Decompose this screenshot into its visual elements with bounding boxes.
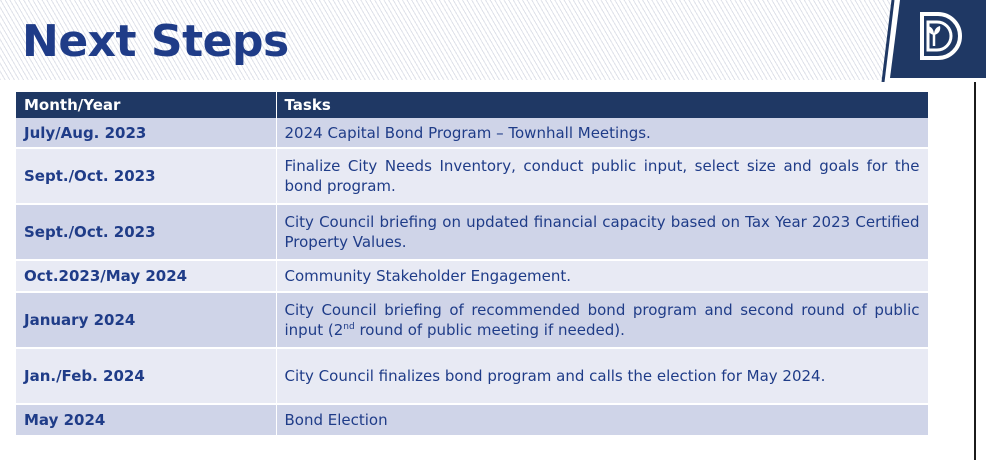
city-logo-icon	[878, 0, 986, 82]
table-row	[16, 292, 928, 348]
row-month: Sept./Oct. 2023	[16, 204, 276, 260]
next-steps-table	[16, 92, 929, 437]
row-month: May 2024	[16, 404, 276, 436]
row-month: Sept./Oct. 2023	[16, 148, 276, 204]
row-task: 2024 Capital Bond Program – Townhall Meetings.	[276, 118, 928, 148]
row-task-text: City Council briefing of recommended bond program and second round of public input (2	[284, 301, 920, 339]
row-task: City Council briefing on updated financial capacity based on Tax Year 2023 Certified Property Values.	[276, 204, 928, 260]
row-task: Finalize City Needs Inventory, conduct public input, select size and goals for the bond program.	[276, 148, 928, 204]
table-row	[16, 148, 928, 204]
header-month-year: Month/Year	[16, 92, 276, 118]
table-row	[16, 118, 928, 148]
row-task: Community Stakeholder Engagement.	[276, 260, 928, 292]
city-logo	[878, 0, 986, 82]
row-month: Jan./Feb. 2024	[16, 348, 276, 404]
row-task: City Council finalizes bond program and calls the election for May 2024.	[276, 348, 928, 404]
table-row	[16, 204, 928, 260]
table-row	[16, 260, 928, 292]
row-task: Bond Election	[276, 404, 928, 436]
table-row	[16, 404, 928, 436]
page-title: Next Steps	[22, 16, 289, 67]
table-row	[16, 348, 928, 404]
row-month: January 2024	[16, 292, 276, 348]
row-task-text-end: round of public meeting if needed).	[354, 321, 625, 339]
row-month: July/Aug. 2023	[16, 118, 276, 148]
table-header-row	[16, 92, 928, 118]
row-month: Oct.2023/May 2024	[16, 260, 276, 292]
row-task	[276, 292, 928, 348]
header-tasks: Tasks	[276, 92, 928, 118]
ordinal-suffix: nd	[343, 322, 355, 332]
right-edge-line	[974, 82, 976, 460]
